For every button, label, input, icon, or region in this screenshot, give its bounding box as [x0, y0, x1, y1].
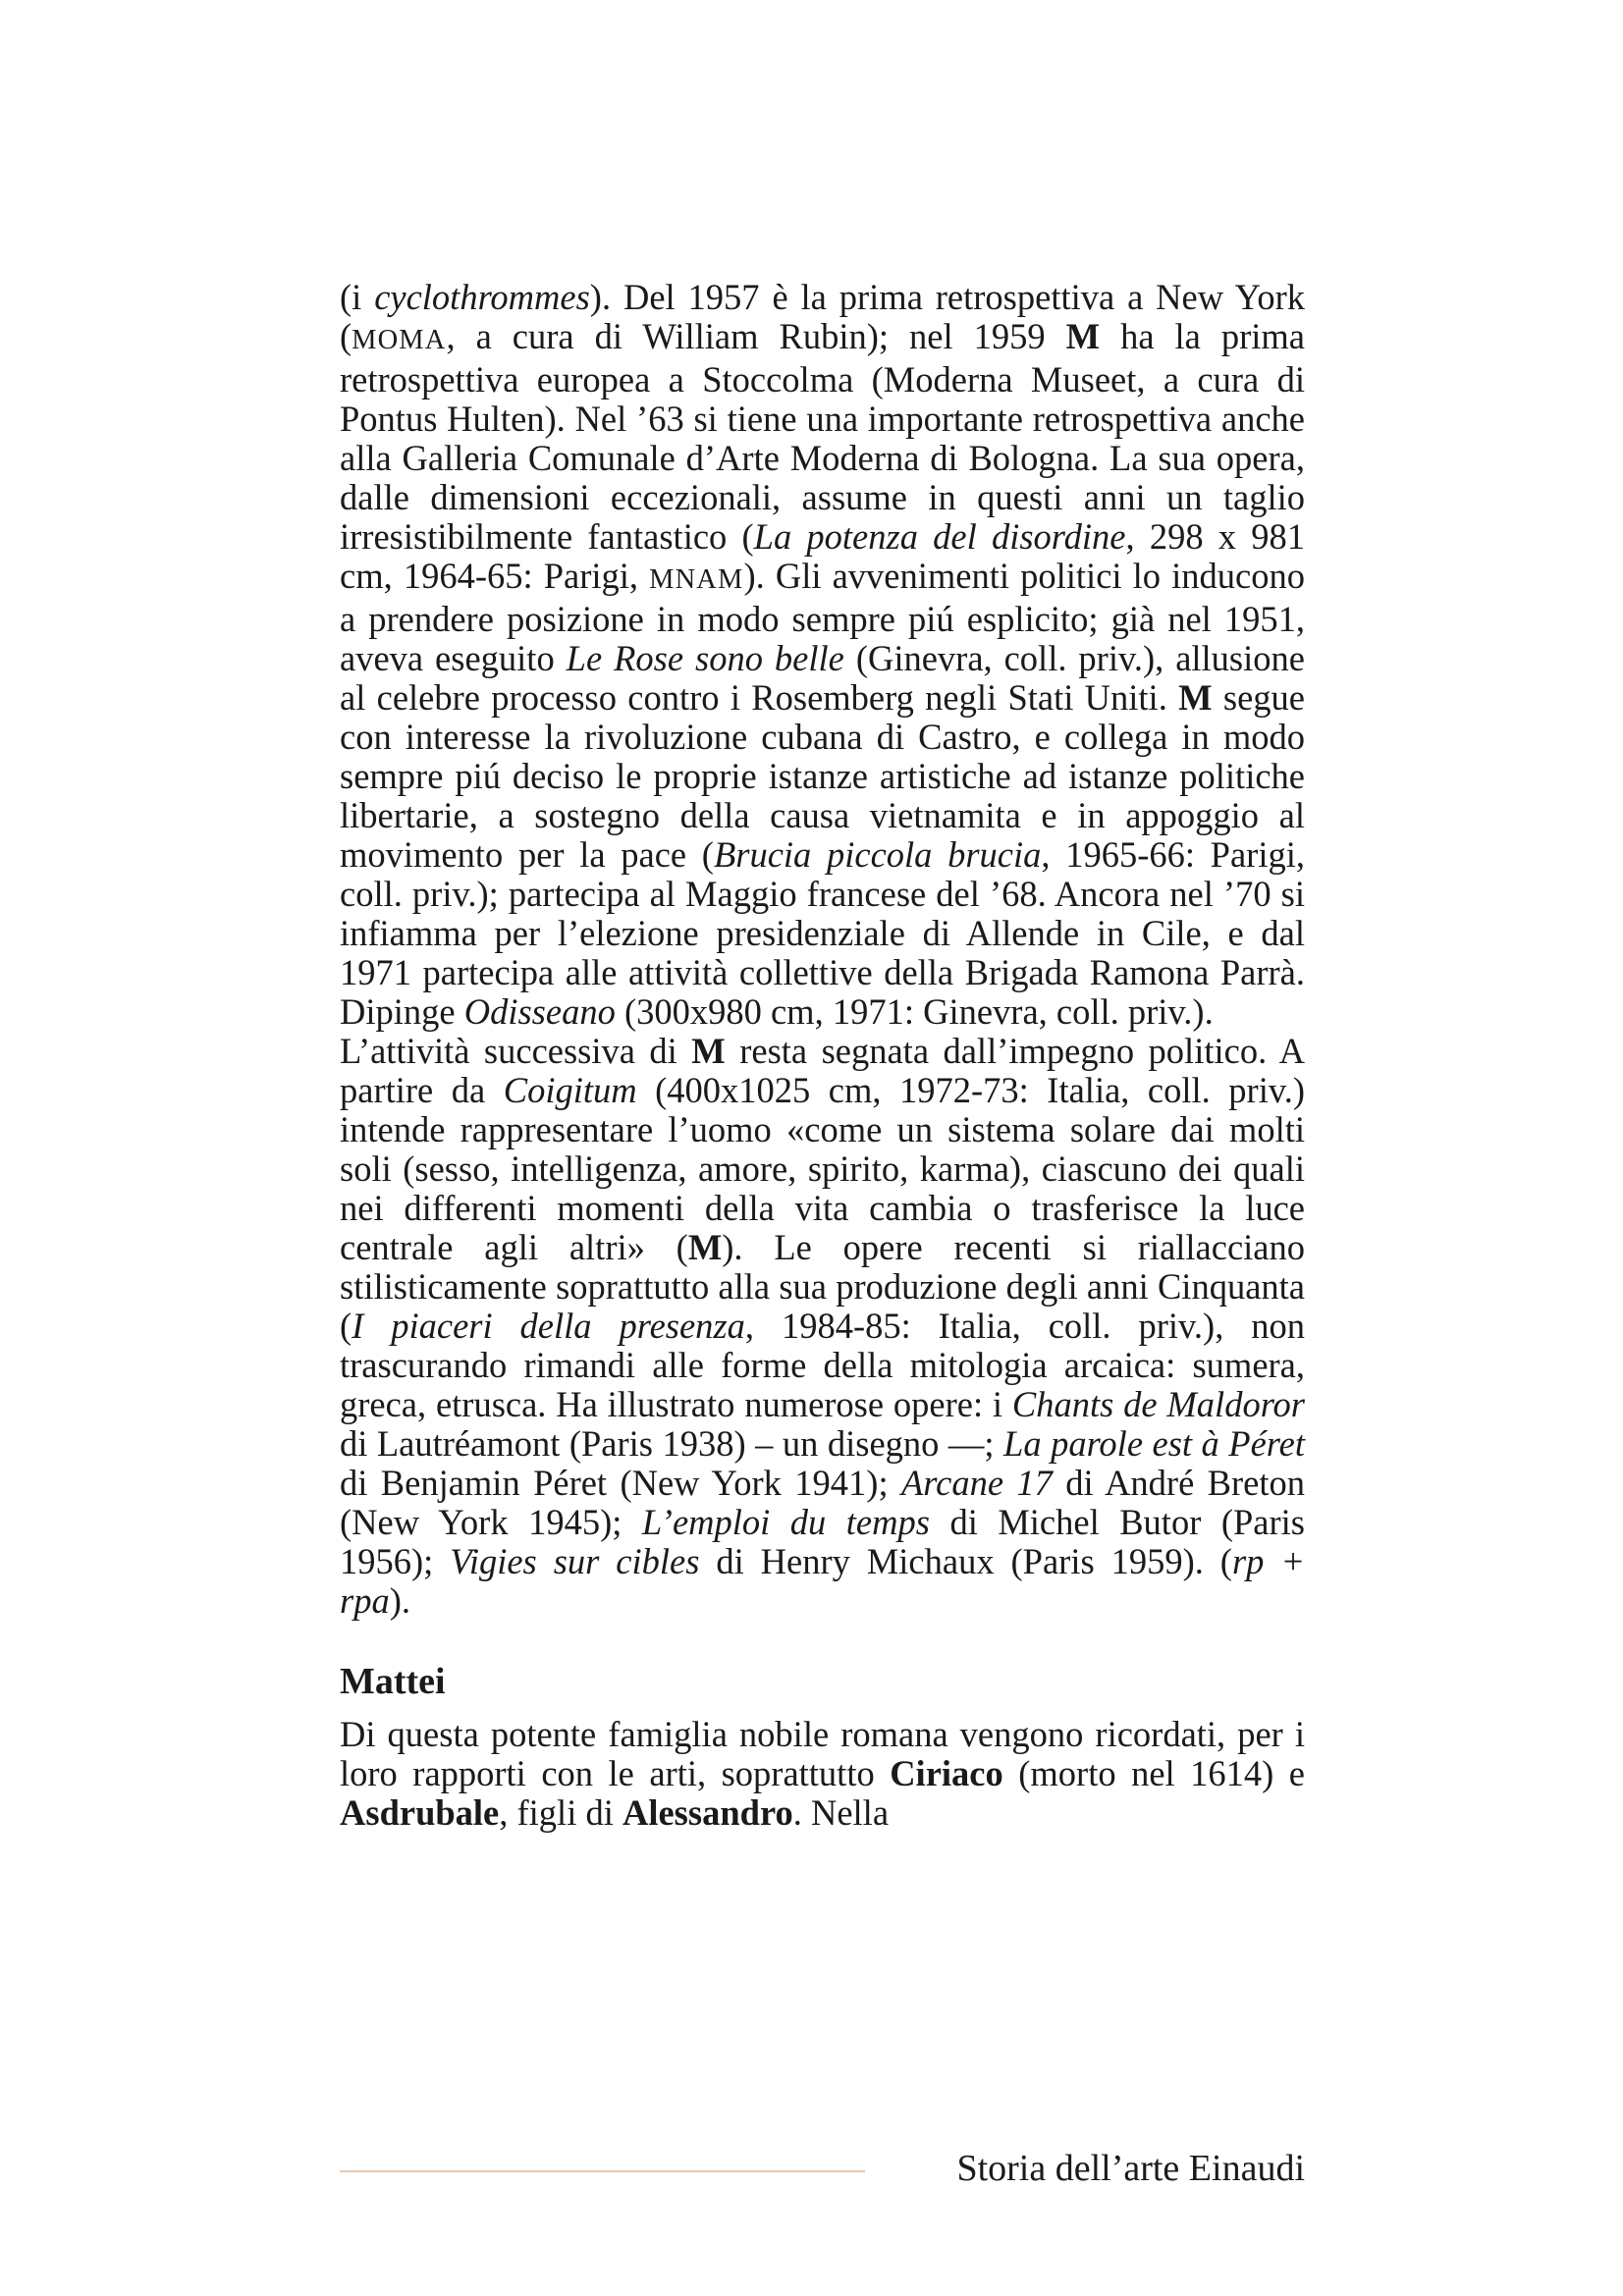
entry-paragraph: L’attività successiva di M resta segnata dall’impegno politico. A partire da Coigitum (400x1025 cm, 1972-73: Italia, coll. priv.) intende rappresentare l’uomo «come un sistema solare dai molti soli (sesso, intelligenza, amore, spirito, karma), ciascuno dei quali nei differenti momenti della vita cambia o trasferisce la luce centrale agli altri» (M). Le opere recenti si riallacciano stilisticamente soprattutto alla sua produzione degli anni Cinquanta (I piaceri della presenza, 1984-85: Italia, coll. priv.), non trascurando rimandi alle forme della mitologia arcaica: sumera, greca, etrusca. Ha illustrato numerose opere: i Chants de Maldoror di Lautréamont (Paris 1938) – un disegno —; La parole est à Péret di Benjamin Péret (New York 1941); Arcane 17 di André Breton (New York 1945); L’emploi du temps di Michel Butor (Paris 1956); Vigies sur cibles di Henry Michaux (Paris 1959). (rp + rpa). [340, 1031, 1306, 1621]
entry-heading: Mattei [340, 1661, 446, 1702]
page-footer [340, 2146, 1305, 2195]
footer-divider [340, 2170, 865, 2172]
page-body [340, 278, 1305, 1833]
entry-paragraph: Di questa potente famiglia nobile romana vengono ricordati, per i loro rapporti con le arti, soprattutto Ciriaco (morto nel 1614) e Asdrubale, figli di Alessandro. Nella [340, 1714, 1305, 1833]
footer-title: Storia dell’arte Einaudi [956, 2148, 1305, 2189]
entry-paragraph: (i cyclothrommes). Del 1957 è la prima retrospettiva a New York (MOMA, a cura di William Rubin); nel 1959 M ha la prima retrospettiva europea a Stoccolma (Moderna Museet, a cura di Pontus Hulten). Nel ’63 si tiene una importante retrospettiva anche alla Galleria Comunale d’Arte Moderna di Bologna. La sua opera, dalle dimensioni eccezionali, assume in questi anni un taglio irresistibilmente fantastico (La potenza del disordine, 298 x 981 cm, 1964-65: Parigi, MNAM). Gli avvenimenti politici lo inducono a prendere posizione in modo sempre piú esplicito; già nel 1951, aveva eseguito Le Rose sono belle (Ginevra, coll. priv.), allusione al celebre processo contro i Rosemberg negli Stati Uniti. M segue con interesse la rivoluzione cubana di Castro, e collega in modo sempre piú deciso le proprie istanze artistiche ad istanze politiche libertarie, a sostegno della causa vietnamita e in appoggio al movimento per la pace (Brucia piccola brucia, 1965-66: Parigi, coll. priv.); partecipa al Maggio francese del ’68. Ancora nel ’70 si infiamma per l’elezione presidenziale di Allende in Cile, e dal 1971 partecipa alle attività collettive della Brigada Ramona Parrà. Dipinge Odisseano (300x980 cm, 1971: Ginevra, coll. priv.). [340, 277, 1306, 1032]
